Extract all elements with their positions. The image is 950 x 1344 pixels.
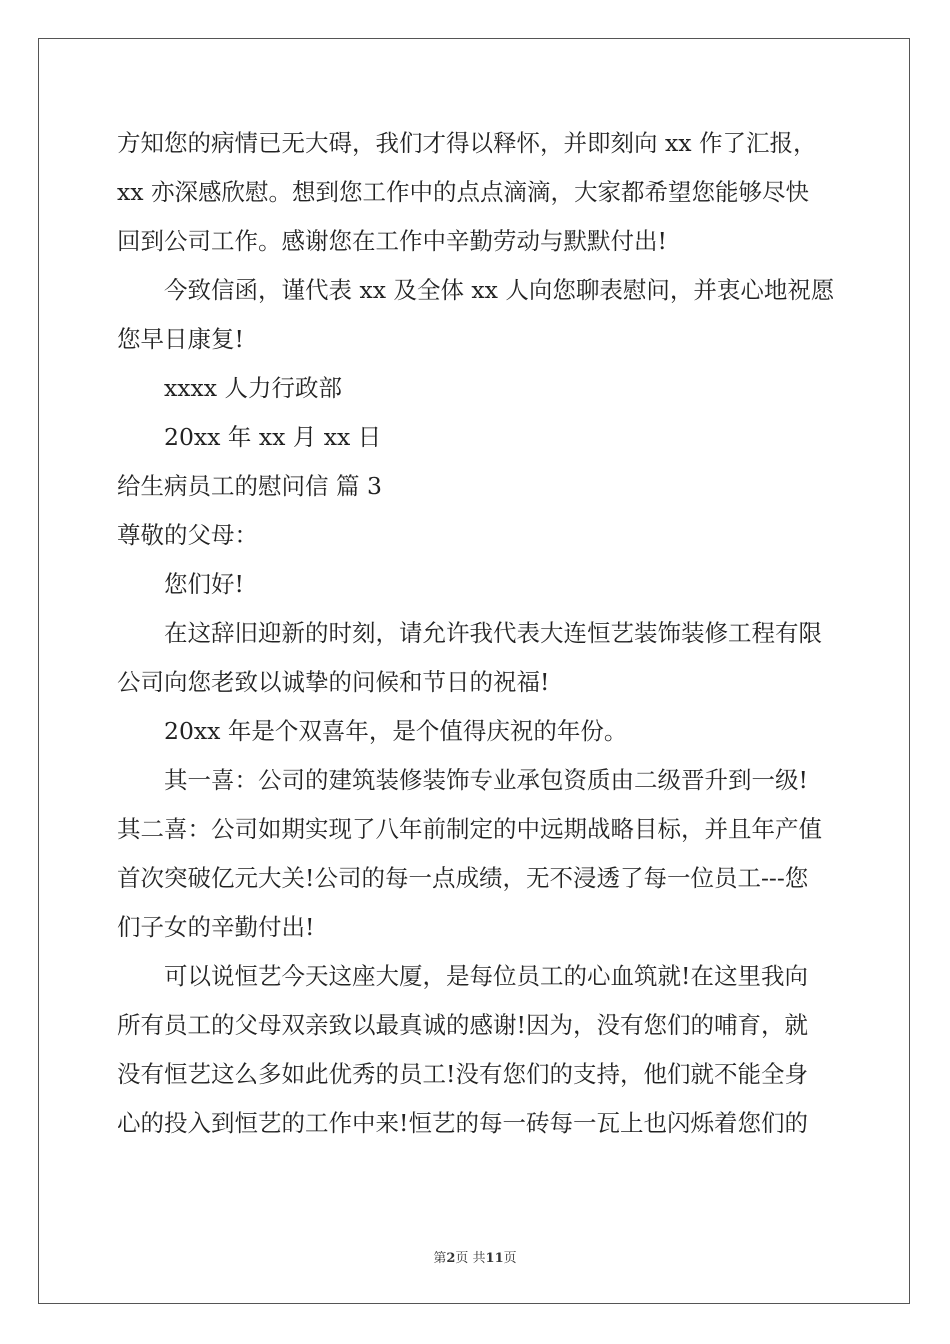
text-line: 您早日康复! xyxy=(117,325,244,353)
page-mid: 页 共 xyxy=(455,1251,486,1266)
text-line: 其一喜：公司的建筑装修装饰专业承包资质由二级晋升到一级! xyxy=(164,766,808,794)
text-line: 们子女的辛勤付出! xyxy=(117,913,315,941)
text-line: 其二喜：公司如期实现了八年前制定的中远期战略目标，并且年产值 xyxy=(117,815,822,843)
page-current: 2 xyxy=(446,1251,456,1266)
department-signature: xxxx 人力行政部 xyxy=(164,374,342,402)
page-suffix: 页 xyxy=(503,1251,517,1266)
text-line: 首次突破亿元大关!公司的每一点成绩，无不浸透了每一位员工---您 xyxy=(117,864,809,892)
salutation: 尊敬的父母： xyxy=(117,521,258,549)
page-footer xyxy=(0,1247,950,1266)
text-line: xx 亦深感欣慰。想到您工作中的点点滴滴，大家都希望您能够尽快 xyxy=(117,178,809,206)
page-total: 11 xyxy=(485,1251,504,1266)
text-line: 公司向您老致以诚挚的问候和节日的祝福! xyxy=(117,668,550,696)
page-prefix: 第 xyxy=(433,1251,447,1266)
text-line: 今致信函，谨代表 xx 及全体 xx 人向您聊表慰问，并衷心地祝愿 xyxy=(164,276,835,304)
text-line: 心的投入到恒艺的工作中来!恒艺的每一砖每一瓦上也闪烁着您们的 xyxy=(117,1109,808,1137)
greeting: 您们好! xyxy=(164,570,244,598)
text-line: 可以说恒艺今天这座大厦，是每位员工的心血筑就!在这里我向 xyxy=(164,962,808,990)
text-line: 回到公司工作。感谢您在工作中辛勤劳动与默默付出! xyxy=(117,227,667,255)
letter-date: 20xx 年 xx 月 xx 日 xyxy=(164,423,382,451)
text-line: 没有恒艺这么多如此优秀的员工!没有您们的支持，他们就不能全身 xyxy=(117,1060,808,1088)
section-heading: 给生病员工的慰问信 篇 3 xyxy=(117,472,382,500)
text-line: 所有员工的父母双亲致以最真诚的感谢!因为，没有您们的哺育，就 xyxy=(117,1011,808,1039)
text-line: 在这辞旧迎新的时刻，请允许我代表大连恒艺装饰装修工程有限 xyxy=(164,619,822,647)
text-line: 20xx 年是个双喜年，是个值得庆祝的年份。 xyxy=(164,717,628,745)
text-line: 方知您的病情已无大碍，我们才得以释怀，并即刻向 xx 作了汇报， xyxy=(117,129,817,157)
